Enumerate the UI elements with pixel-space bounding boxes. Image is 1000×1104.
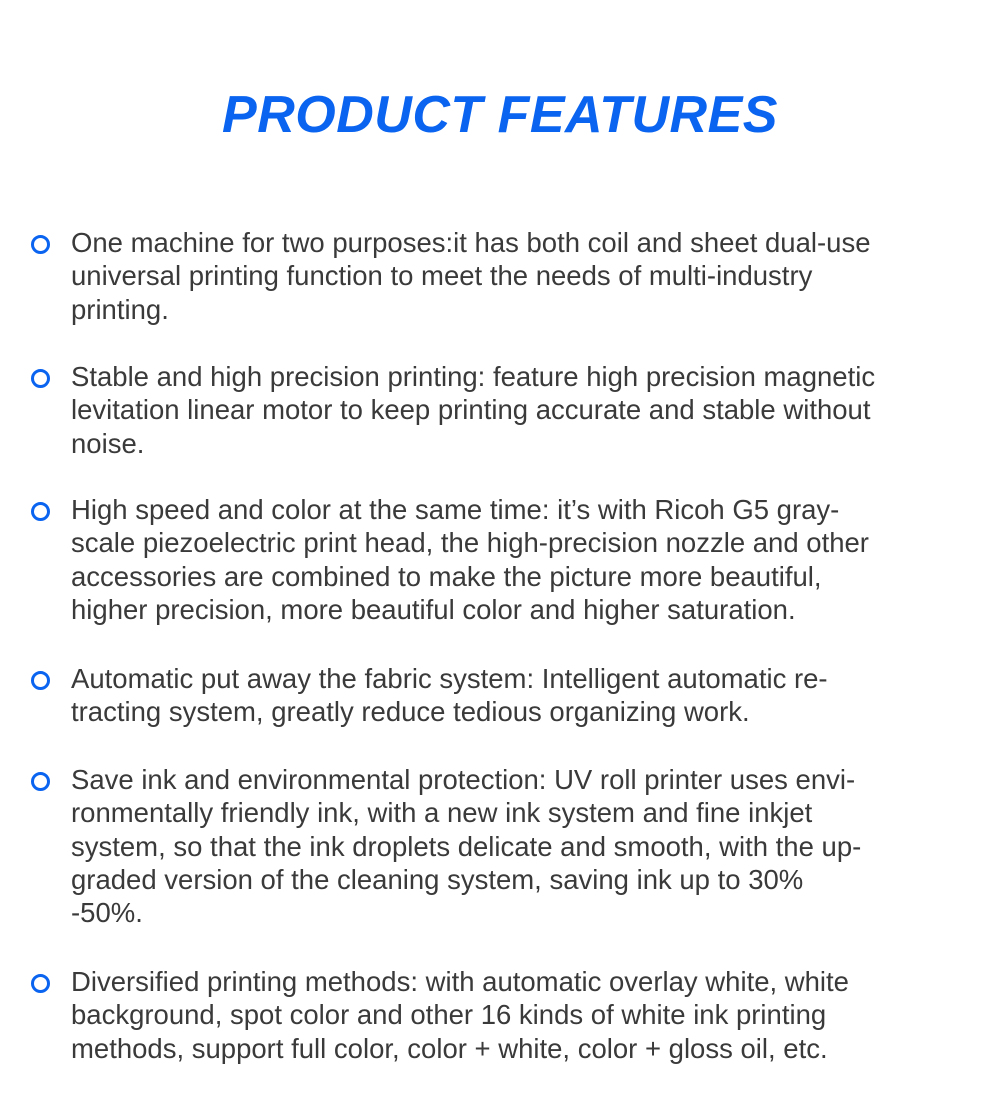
feature-text: Automatic put away the fabric system: Intelligent automatic re- tracting system, greatly reduce tedious organizing work. bbox=[71, 663, 828, 728]
circle-bullet-icon bbox=[31, 502, 50, 521]
circle-bullet-icon bbox=[31, 235, 50, 254]
circle-bullet-icon bbox=[31, 369, 50, 388]
feature-text: Stable and high precision printing: feature high precision magnetic levitation linear motor to keep printing accurate and stable without noise. bbox=[71, 361, 876, 459]
feature-text: One machine for two purposes:it has both coil and sheet dual-use universal printing function to meet the needs of multi-industry printing. bbox=[71, 227, 871, 325]
circle-bullet-icon bbox=[31, 772, 50, 791]
feature-text: Save ink and environmental protection: UV roll printer uses envi- ronmentally friendly ink, with a new ink system and fine inkjet system, so that the ink droplets delicate and smooth, with the up- graded version of the cleaning system, saving ink up to 30% -50%. bbox=[71, 764, 862, 929]
page-title: PRODUCT FEATURES bbox=[222, 86, 778, 144]
feature-text: High speed and color at the same time: it’s with Ricoh G5 gray- scale piezoelectric print head, the high-precision nozzle and other accessories are combined to make the picture more beautiful, higher precision, more beautiful color and higher saturation. bbox=[71, 494, 869, 625]
circle-bullet-icon bbox=[31, 671, 50, 690]
feature-text: Diversified printing methods: with automatic overlay white, white background, spot color and other 16 kinds of white ink printing methods, support full color, color + white, color + gloss oil, etc. bbox=[71, 966, 849, 1064]
circle-bullet-icon bbox=[31, 974, 50, 993]
